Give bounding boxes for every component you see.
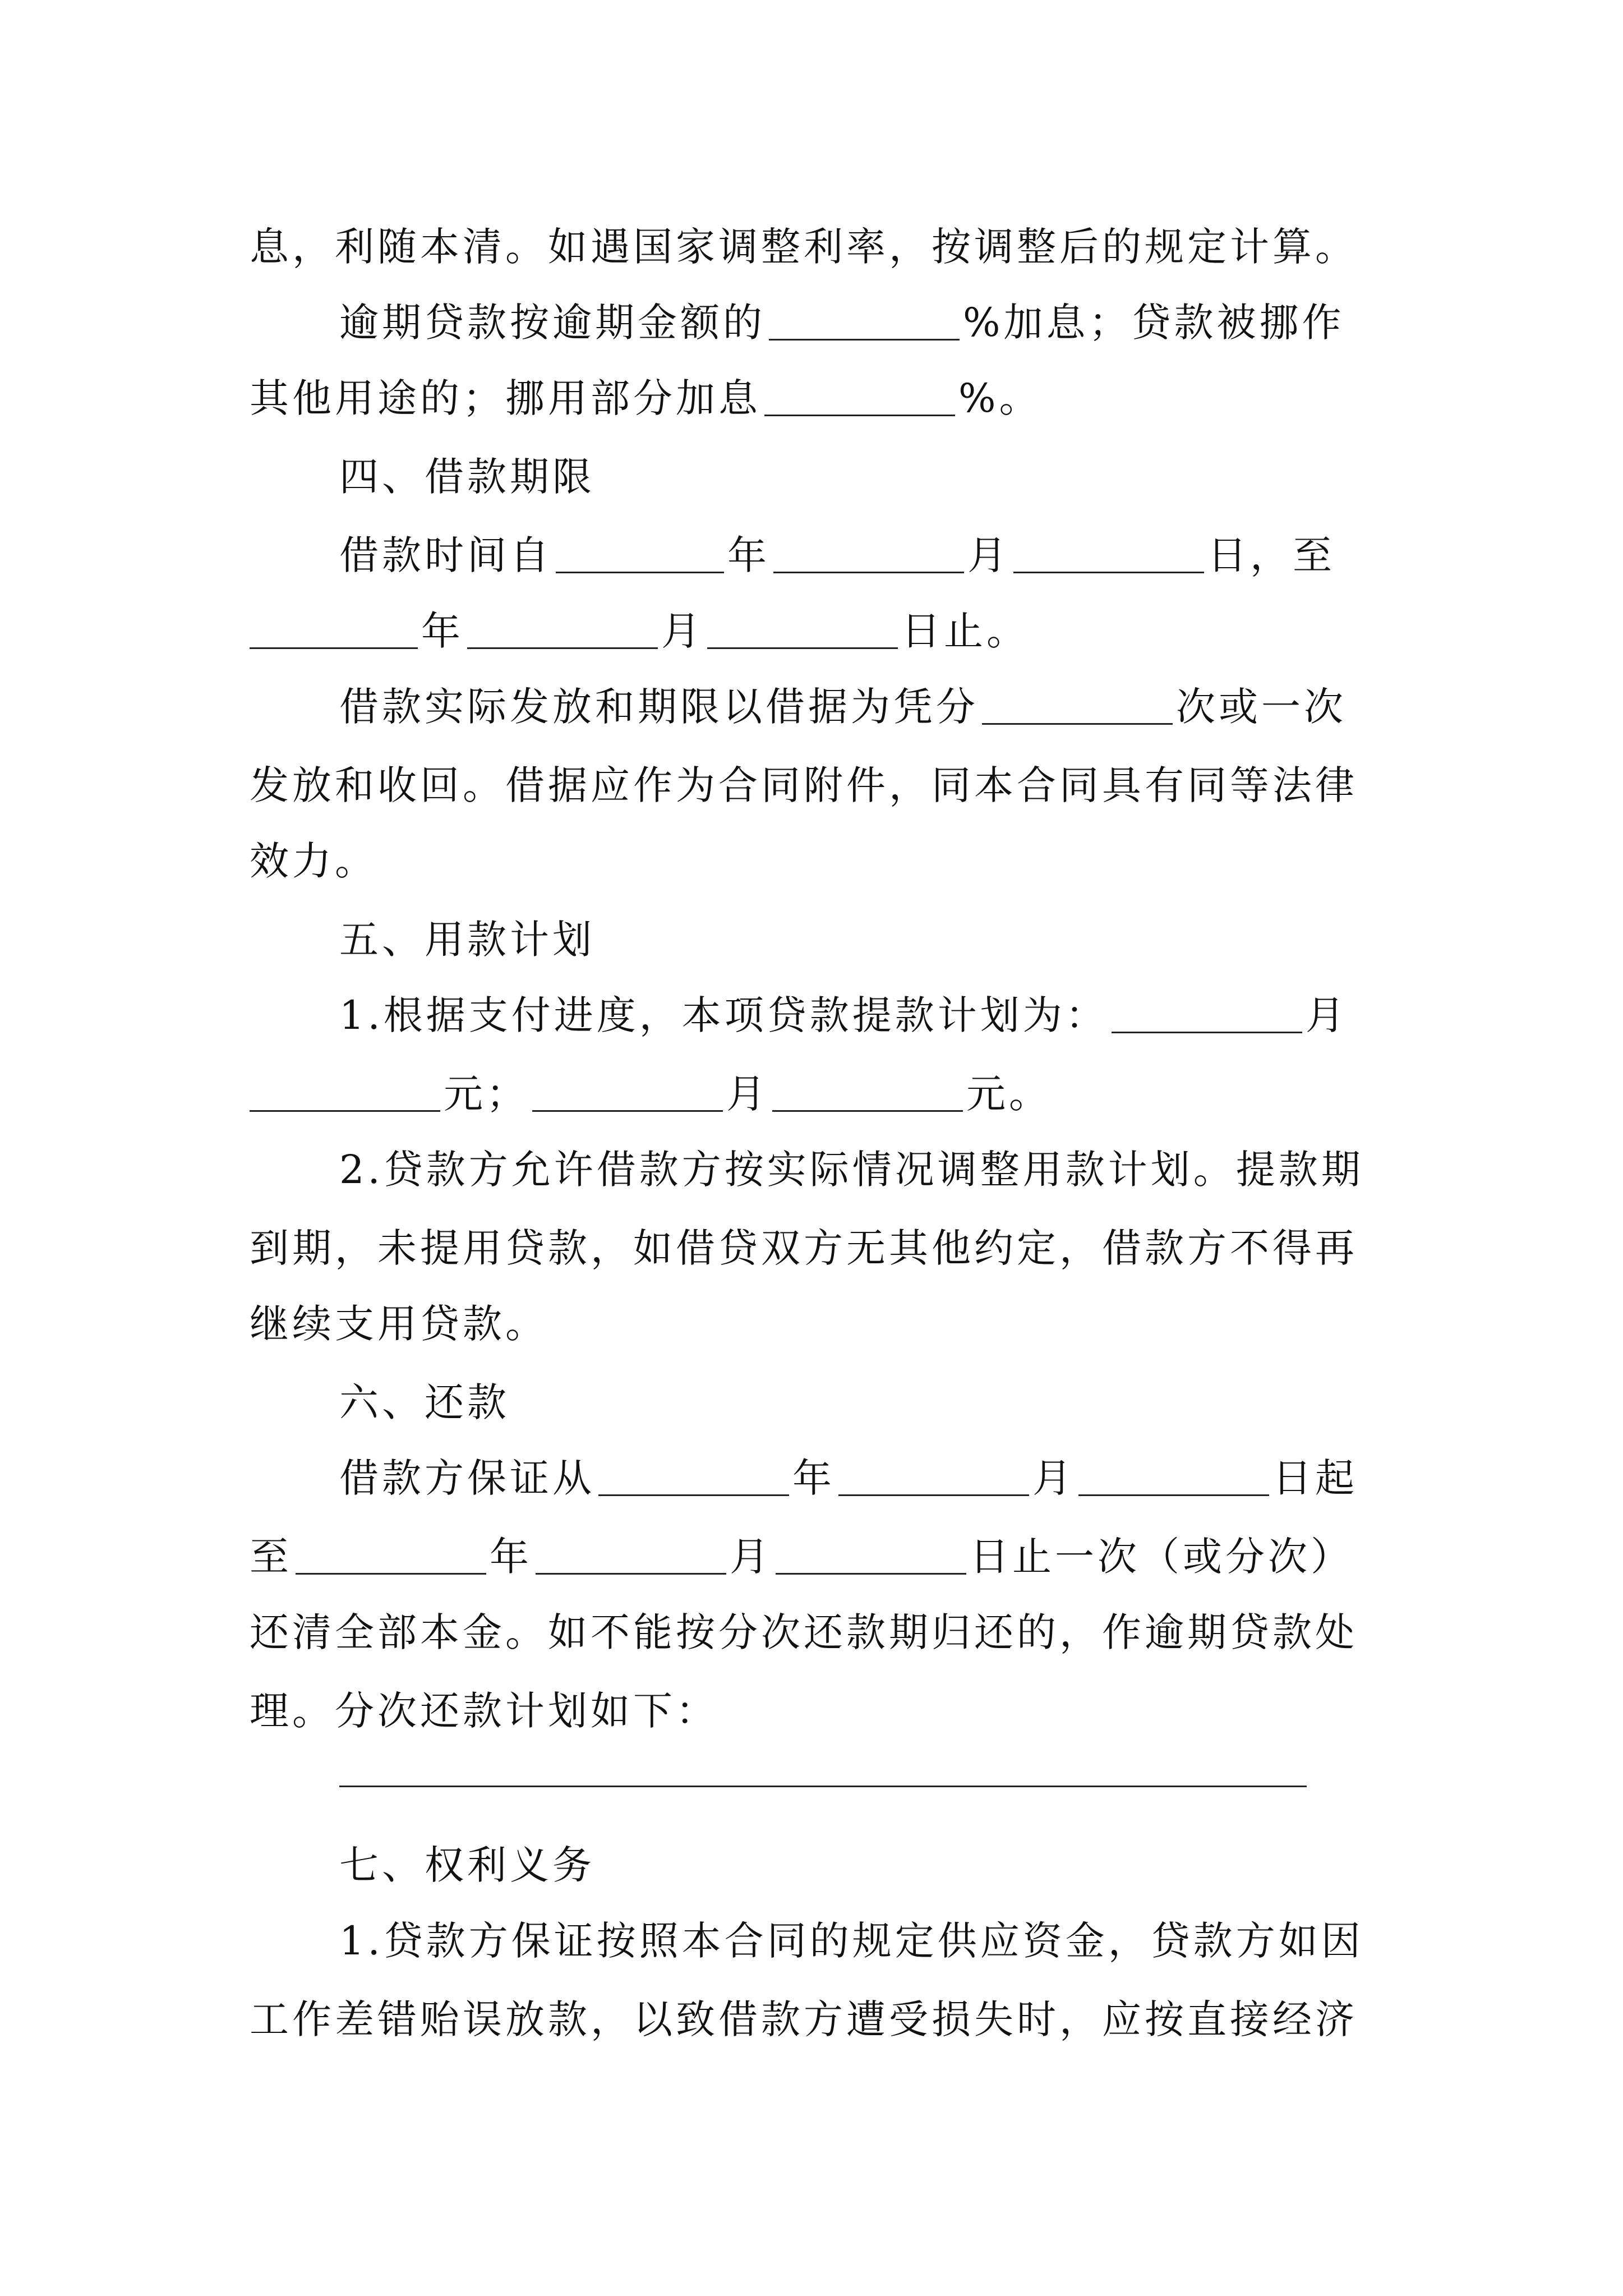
fill-in-blank: [598, 1453, 789, 1496]
text-segment: 月: [1032, 1455, 1075, 1501]
text-line: [339, 530, 1623, 581]
fill-in-blank: [1078, 1453, 1269, 1496]
text-segment: 其他用途的；挪用部分加息: [250, 375, 761, 421]
text-segment: 息，利随本清。如遇国家调整利率，按调整后的规定计算。: [250, 224, 1358, 270]
text-segment: 借款时间自: [339, 532, 552, 578]
fill-in-blank: [707, 606, 898, 649]
text-segment: 日止。: [901, 608, 1029, 654]
fill-in-blank: [838, 1453, 1029, 1496]
text-segment: %。: [958, 375, 1042, 421]
text-line: [339, 990, 1623, 1041]
section-heading: [339, 914, 1623, 965]
text-segment: 1.根据支付进度，本项贷款提款计划为：: [339, 992, 1108, 1038]
fill-in-blank: [556, 530, 724, 573]
text-segment: 年: [727, 532, 770, 578]
fill-in-blank: [536, 1531, 726, 1575]
text-segment: 日止一次（或分次）: [970, 1534, 1353, 1580]
text-segment: 日起: [1272, 1455, 1358, 1501]
text-segment: 月: [730, 1534, 772, 1580]
fill-in-blank: [773, 530, 964, 573]
fill-in-blank: [1013, 530, 1204, 573]
text-segment: 五、用款计划: [339, 917, 595, 963]
text-line: [339, 297, 1623, 348]
fill-in-blank: [467, 606, 658, 649]
fill-in-blank: [764, 373, 955, 416]
text-line: [250, 1223, 1623, 1273]
text-line: [250, 222, 1623, 272]
text-segment: 年: [792, 1455, 835, 1501]
text-segment: 逾期贷款按逾期金额的: [339, 300, 766, 346]
fill-in-blank: [776, 1531, 966, 1575]
text-line: [339, 1144, 1623, 1195]
text-segment: 次或一次: [1176, 684, 1347, 730]
text-line: [250, 1607, 1623, 1658]
text-segment: 月: [726, 1071, 769, 1117]
text-segment: 元。: [966, 1071, 1052, 1117]
text-segment: 月: [967, 532, 1010, 578]
text-segment: 元；: [444, 1071, 529, 1117]
fill-in-blank: [250, 1069, 440, 1112]
text-segment: 还清全部本金。如不能按分次还款期归还的，作逾期贷款处: [250, 1609, 1358, 1655]
fill-in-blank: [1112, 990, 1302, 1033]
text-segment: 发放和收回。借据应作为合同附件，同本合同具有同等法律: [250, 762, 1358, 808]
text-segment: 借款方保证从: [339, 1455, 595, 1501]
section-heading: [339, 1840, 1623, 1890]
fill-in-blank: [982, 682, 1173, 725]
text-line: [250, 1686, 1623, 1736]
text-segment: 四、借款期限: [339, 454, 595, 500]
text-segment: 年: [421, 608, 464, 654]
text-line: [339, 1453, 1623, 1503]
text-segment: 七、权利义务: [339, 1842, 595, 1888]
text-line: [339, 1916, 1623, 1966]
text-segment: 年: [490, 1534, 532, 1580]
text-line: [250, 1069, 1623, 1119]
fill-in-blank: [296, 1531, 486, 1575]
text-line: [250, 1994, 1623, 2045]
text-line: [250, 760, 1623, 811]
section-heading: [339, 452, 1623, 502]
text-segment: %加息；贷款被挪作: [963, 300, 1345, 346]
fill-in-blank: [772, 1069, 963, 1112]
fill-in-blank: [769, 297, 960, 341]
text-line: [250, 836, 1623, 886]
text-segment: 2.贷款方允许借款方按实际情况调整用款计划。提款期: [339, 1147, 1364, 1193]
fill-in-blank: [532, 1069, 723, 1112]
text-segment: 月: [1305, 992, 1348, 1038]
text-segment: 日，至: [1207, 532, 1335, 578]
text-line: [250, 1531, 1623, 1582]
text-segment: 效力。: [250, 838, 377, 884]
text-segment: 工作差错贻误放款，以致借款方遭受损失时，应按直接经济: [250, 1996, 1358, 2042]
text-segment: 继续支用贷款。: [250, 1301, 548, 1347]
text-segment: 至: [250, 1534, 292, 1580]
text-line: [250, 373, 1623, 424]
text-segment: 到期，未提用贷款，如借贷双方无其他约定，借款方不得再: [250, 1225, 1358, 1271]
text-segment: 借款实际发放和期限以借据为凭分: [339, 684, 979, 730]
fill-in-blank: [250, 606, 418, 649]
text-line: [250, 606, 1623, 656]
text-line: [250, 1299, 1623, 1349]
text-segment: 理。分次还款计划如下：: [250, 1688, 718, 1734]
text-segment: 六、还款: [339, 1379, 510, 1425]
text-segment: 月: [661, 608, 704, 654]
text-segment: 1.贷款方保证按照本合同的规定供应资金，贷款方如因: [339, 1918, 1364, 1964]
repayment-plan-line: [339, 1786, 1307, 1787]
text-line: [339, 682, 1623, 732]
section-heading: [339, 1377, 1623, 1428]
